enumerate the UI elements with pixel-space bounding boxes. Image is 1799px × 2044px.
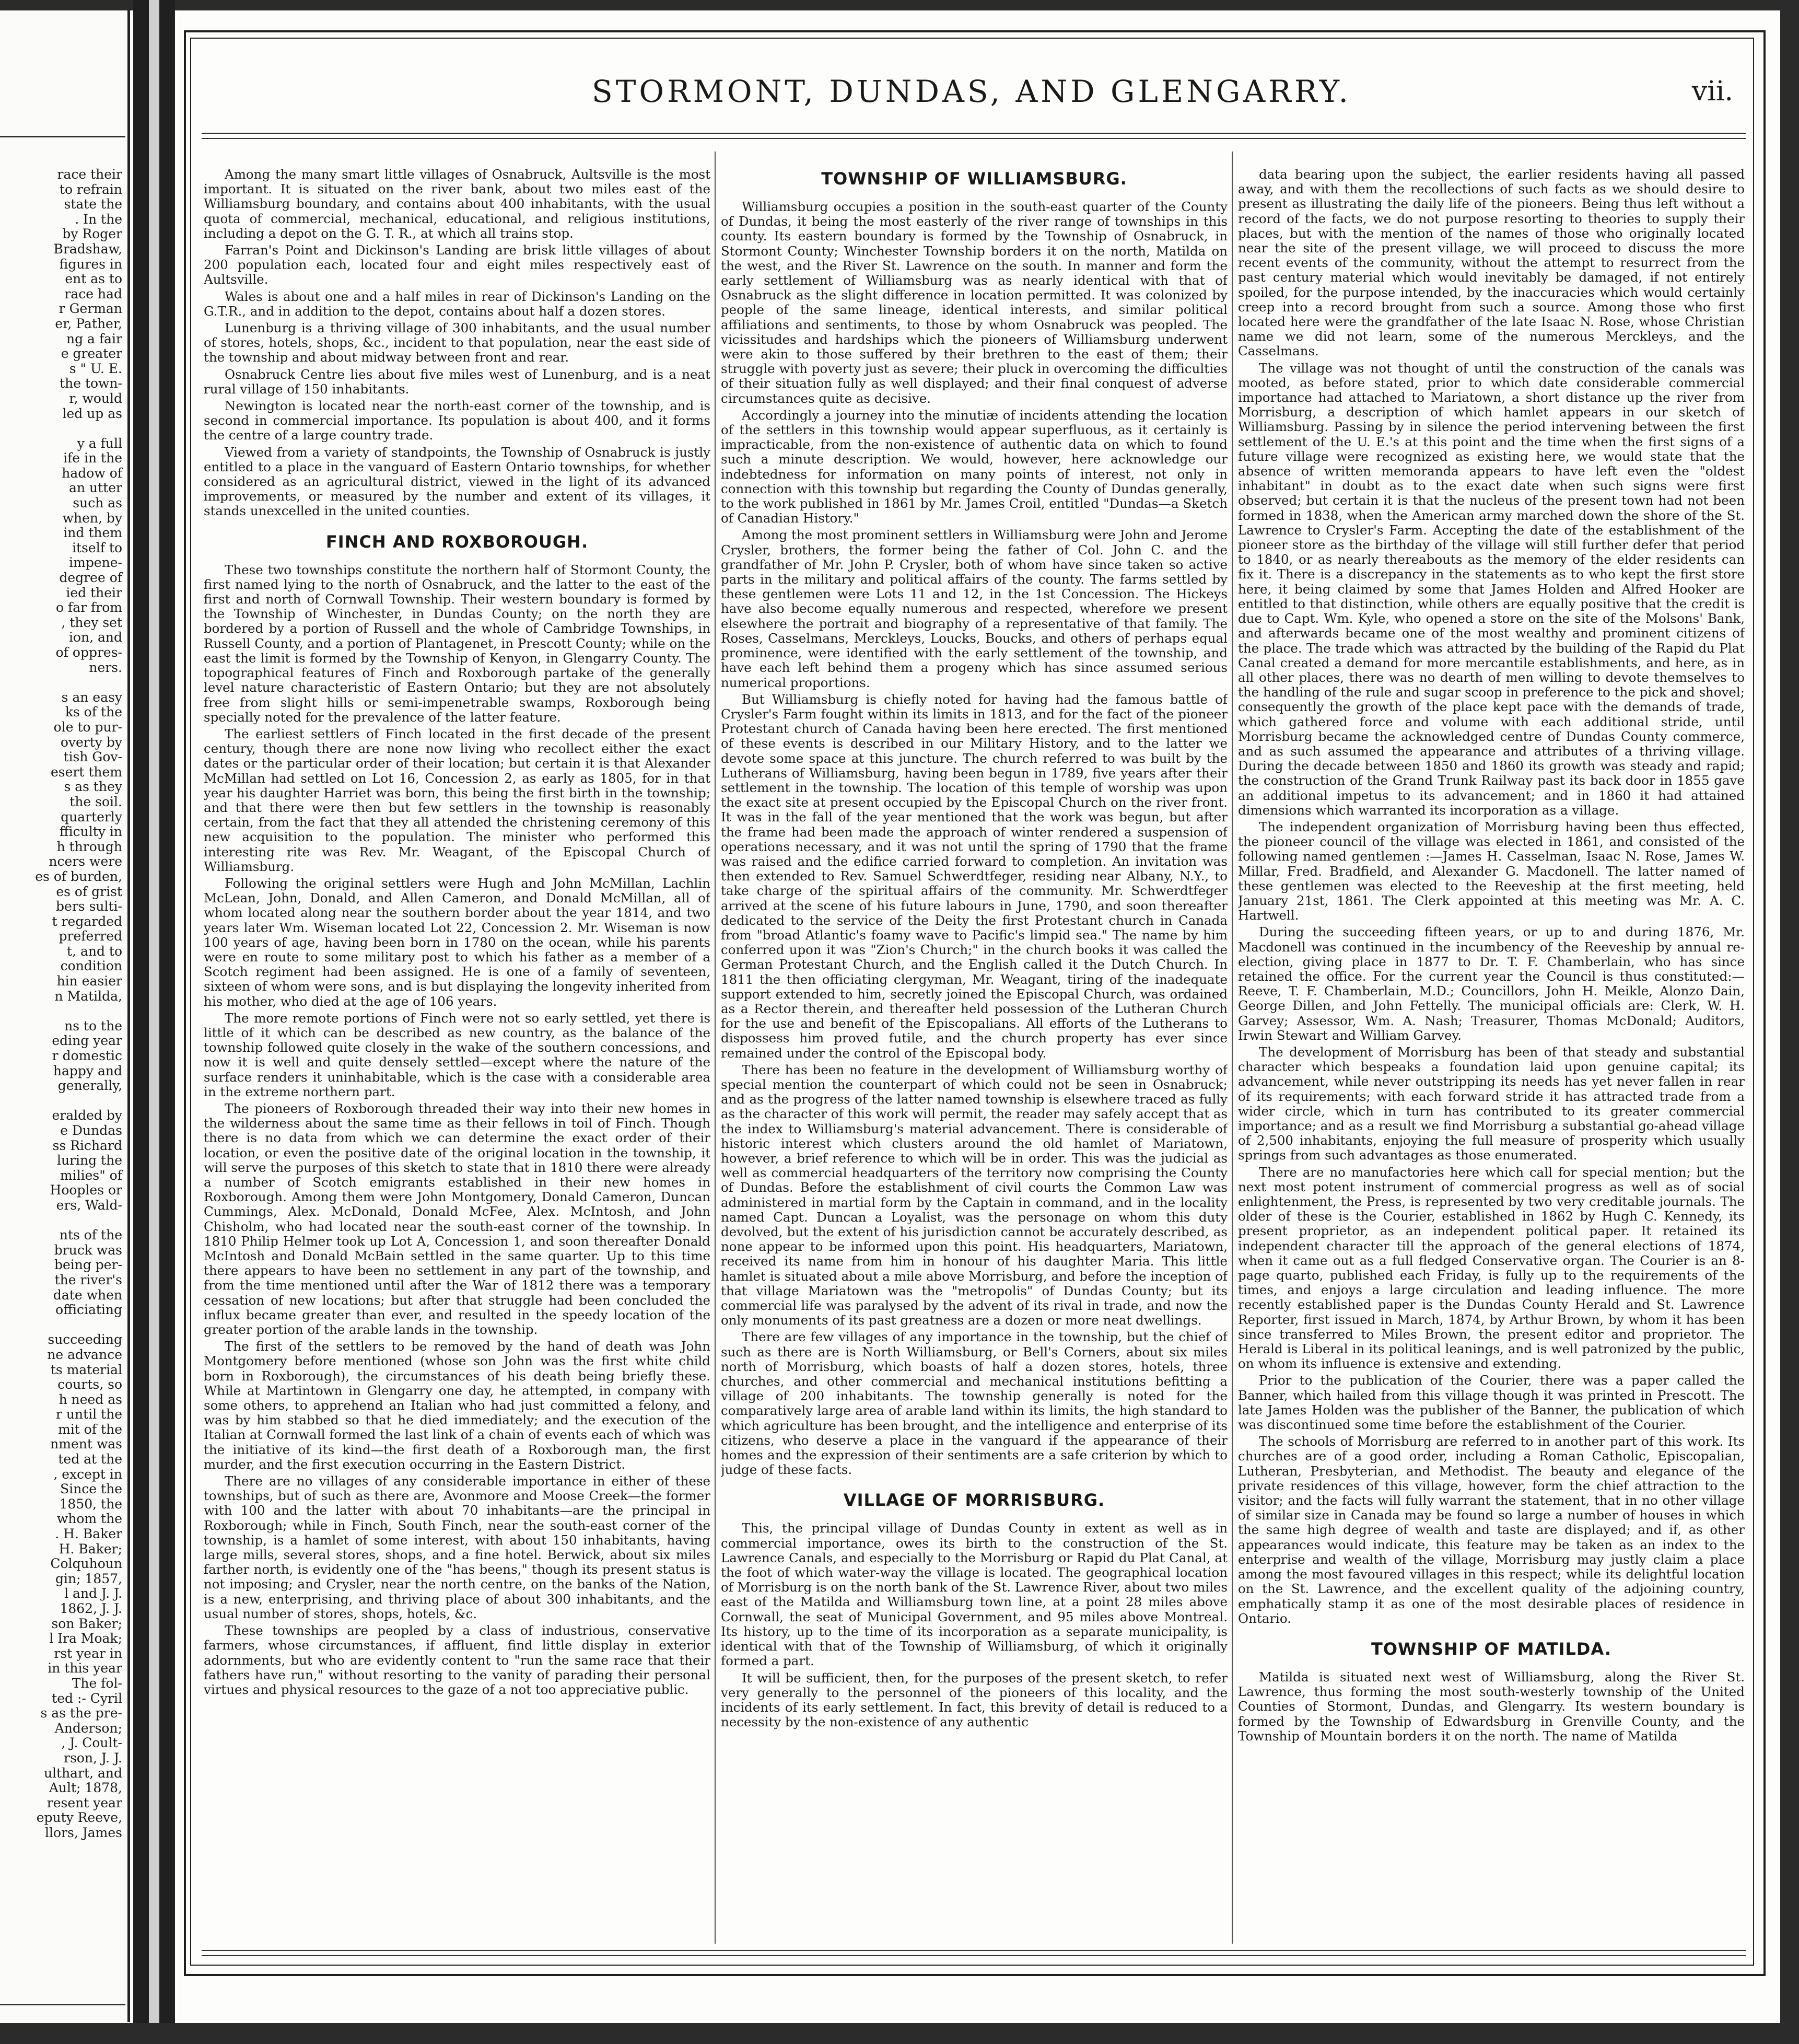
previous-page-line: nment was (50, 1436, 122, 1452)
paragraph: Viewed from a variety of standpoints, the Township of Osnabruck is justly entitled to a place in the vanguard of Eastern Ontario townships, for whether considered as an agricultural district, viewed in the light of its advanced improvements, or measured by the number and extent of its villages, it stands unexcelled in the united counties. (204, 444, 710, 519)
previous-page-line: degree of (59, 570, 122, 586)
previous-page-fragment (0, 10, 132, 2022)
paragraph: These two townships constitute the northern half of Stormont County, the first named lying to the north of Osnabruck, and the latter to the east of the first and north of Cornwall Township. Their western boundary is formed by the Township of Winchester, in Dundas County; on the north they are bordered by a portion of Russell and the whole of Cambridge Townships, in Russell County, and a portion of Plantagenet, in Prescott County; while on the east the limit is formed by the Township of Kenyon, in Glengarry County. The topographical features of Finch and Roxborough partake of the generally level nature characteristic of Eastern Ontario; but they are not absolutely free from slight hills or semi-impenetrable swamps, Roxborough being specially noted for the prevalence of the latter feature. (204, 562, 710, 725)
page (178, 10, 1780, 2022)
previous-page-line: race had (64, 286, 122, 301)
scan-border-top (0, 0, 1799, 10)
previous-page-line: 1850, the (59, 1496, 122, 1512)
previous-page-line: ent as to (65, 271, 122, 287)
previous-page-line: , except in (53, 1466, 122, 1482)
previous-page-line: The fol- (72, 1675, 122, 1691)
previous-page-line: ncers were (49, 854, 122, 869)
paragraph: During the succeeding fifteen years, or up to and during 1876, Mr. Macdonell was continued in the incumbency of the Reeveship by annual re-election, giving place in 1877 to Dr. T. F. Chamberlain, who has since retained the office. For the current year the Council is thus constituted:—Reeve, T. F. Chamberlain, M.D.; Councillors, John H. Meikle, Alonzo Dain, George Dillen, and John Fettelly. The municipal officials are: Clerk, W. H. Garvey; Assessor, Wm. A. Nash; Treasurer, Thomas McDonald; Auditors, Irwin Stewart and William Garvey. (1238, 924, 1745, 1043)
previous-page-line: bers sulti- (56, 899, 122, 914)
previous-page-line: h through (56, 839, 122, 854)
previous-page-line: e Dundas (60, 1123, 122, 1138)
previous-page-line: ts material (50, 1362, 122, 1377)
column-divider (1232, 152, 1233, 1944)
paragraph: There are few villages of any importance in the township, but the chief of such as there are is North Williamsburg, or Bell's Corners, about six miles north of Morrisburg, which boasts of half a dozen stores, hotels, three churches, and other commercial and mechanical institutions befitting a village of 200 inhabitants. The township generally is noted for the comparatively large area of arable land within its limits, the high standard to which agriculture has been brought, and the intelligence and enterprise of its citizens, who deserve a place in the vanguard if the appearance of their homes and the expression of their sentiments are a safe criterion by which to judge of these facts. (721, 1329, 1228, 1478)
previous-page-line: being per- (54, 1257, 122, 1273)
previous-page-line: , they set (61, 614, 122, 630)
previous-page-line: eputy Reeve, (36, 1810, 122, 1826)
paragraph: Wales is about one and a half miles in rear of Dickinson's Landing on the G.T.R., and in addition to the depot, contains about half a dozen stores. (204, 288, 710, 319)
previous-page-line: hin easier (56, 973, 122, 989)
previous-page-line: in this year (48, 1660, 122, 1676)
previous-page-line: ied their (66, 585, 122, 600)
previous-page-line: h need as (59, 1391, 122, 1407)
previous-page-line: . In the (75, 211, 122, 227)
paragraph: Osnabruck Centre lies about five miles west of Lunenburg, and is a neat rural village of 150 inhabitants. (204, 366, 710, 397)
paragraph: The more remote portions of Finch were not so early settled, yet there is little of it which can be described as new country, as the balance of the township followed quite closely in the wake of the southern concessions, and now it is well and quite densely settled—except where the nature of the surface renders it uninhabitable, which is the case with a considerable area in the extreme northern part. (204, 1010, 710, 1099)
previous-page-line: H. Baker; (59, 1541, 122, 1557)
running-head (198, 63, 1745, 120)
previous-page-line: es of burden, (35, 868, 122, 884)
previous-page-line: gin; 1857, (55, 1571, 122, 1586)
paragraph: The schools of Morrisburg are referred to in another part of this work. Its churches are of a good order, including a Roman Catholic, Episcopalian, Lutheran, Presbyterian, and Methodist. The beauty and elegance of the private residences of this village, however, form the chief attraction to the visitor; and the facts will fully warrant the statement, that in no other village of similar size in Canada may be found so large a number of houses in which the same high degree of wealth and taste are displayed; and if, as other appearances would indicate, this feature may be taken as an index to the enterprise and wealth of the village, Morrisburg may justly claim a place among the most favoured villages in this respect; while its delightful location on the St. Lawrence, and the excellent quality of the adjoining country, emphatically stamp it as one of the most desirable places of residence in Ontario. (1238, 1434, 1745, 1626)
previous-page-line: of oppres- (55, 645, 122, 660)
previous-page-line: courts, so (57, 1377, 122, 1392)
section-heading: TOWNSHIP OF MATILDA. (1371, 1639, 1611, 1659)
head-rule (202, 133, 1746, 134)
previous-page-line: l and J. J. (64, 1586, 122, 1601)
previous-page-line: s an easy (61, 689, 122, 705)
previous-page-line: , J. Coult- (61, 1735, 122, 1751)
previous-page-line (2, 1094, 122, 1109)
paragraph: Among the most prominent settlers in Williamsburg were John and Jerome Crysler, brothers, the former being the father of Col. John C. and the grandfather of Mr. John P. Crysler, both of whom have since taken so active parts in the military and political affairs of the county. The farms settled by these gentlemen were Lots 11 and 12, in the 1st Concession. The Hickeys have also become equally numerous and respected, wherefore we present elsewhere the portrait and biography of a representative of that family. The Roses, Casselmans, Merckleys, Loucks, Boucks, and others of perhaps equal prominence, were identified with the early settlement of the township, and have each left behind them a progeny which has since assumed serious numerical proportions. (721, 527, 1228, 690)
previous-page-line: condition (60, 958, 122, 974)
previous-page-line (2, 1004, 122, 1019)
previous-page-line: to refrain (60, 181, 122, 197)
previous-page-line: succeeding (48, 1332, 122, 1348)
paragraph: There are no villages of any considerable importance in either of these townships, but of such as there are, Avonmore and Moose Creek—the former with 100 and the latter with about 70 inhabitants—are the principal in Roxborough; while in Finch, South Finch, near the south-east corner of the township, is a hamlet of some interest, with about 150 inhabitants, having large mills, several stores, shops, and a fine hotel. Berwick, about six miles farther north, is evidently one of the "has beens," though its present status is not imposing; and Crysler, near the north centre, on the banks of the Nation, is a new, enterprising, and thriving place of about 300 inhabitants, and the usual number of stores, shops, hotels, &c. (204, 1473, 710, 1621)
previous-page-line: n Matilda, (54, 988, 122, 1004)
paragraph: data bearing upon the subject, the earlier residents having all passed away, and with them the recollections of such facts as we should desire to present as illustrating the daily life of the pioneers. Being thus left without a record of the facts, we do not purpose resorting to theories to supply their places, but with the mention of the names of those who originally located near the site of the present village, we will proceed to discuss the more recent events of the community, without the attempt to resurrect from the past century material which would inevitably be damaged, if not entirely spoiled, for the purpose intended, by the inaccuracies which would certainly creep into a record brought from such a source. Among those who first located here were the grandfather of the late Isaac N. Rose, whose Christian name we did not learn, some of the numerous Merckleys, and the Casselmans. (1238, 167, 1745, 359)
previous-page-line: quarterly (61, 809, 122, 824)
previous-page-line: preferred (59, 928, 122, 944)
text-column-2 (721, 167, 1228, 1938)
previous-page-line: eralded by (52, 1108, 122, 1123)
paragraph: The pioneers of Roxborough threaded their way into their new homes in the wilderness about the same time as their fellows in toil of Finch. Though there is no data from which we can determine the exact order of their location, or even the positive date of the original location in the township, it will serve the purposes of this sketch to state that in 1810 there were already a number of Scotch emigrants established in their new homes in Roxborough. Among them were John Montgomery, Donald Cameron, Duncan Cummings, Alex. McDonald, Donald McFee, Alex. McIntosh, and John Chisholm, who had located near the south-east corner of the township. In 1810 Philip Helmer took up Lot A, Concession 1, and soon thereafter Donald McIntosh and Donald McBain settled in the same quarter. Up to this time there appears to have been no settlement in any part of the township, and from the time mentioned until after the War of 1812 there was a temporary cessation of new locations; but after that struggle had been concluded the influx became greater than ever, and resulted in the speedy location of the greater portion of the arable lands in the township. (204, 1100, 710, 1338)
previous-page-line: hadow of (62, 465, 122, 481)
previous-page-line: ng a fair (66, 331, 122, 346)
previous-page-line: ss Richard (52, 1137, 122, 1153)
paragraph: Following the original settlers were Hugh and John McMillan, Lachlin McLean, John, Donald, and Allen Cameron, and Donald McMillan, all of whom located along near the southern border about the year 1814, and two years later Wm. Wiseman located Lot 22, Concession 2. Mr. Wiseman is now 100 years of age, having been born in 1780 on the ocean, while his parents were en route to some military post to which his father as a member of a Scotch regiment had been assigned. He is one of a family of seventeen, sixteen of whom were sons, and is but displaying the longevity inherited from his mother, who died at the age of 106 years. (204, 875, 710, 1009)
previous-page-line: . H. Baker (55, 1526, 122, 1542)
previous-page-line: the river's (54, 1272, 122, 1287)
previous-page-line: ted :- Cyril (52, 1690, 122, 1706)
previous-page-line: ind them (63, 525, 122, 541)
previous-page-line: Since the (60, 1481, 122, 1497)
previous-page-line: bruck was (54, 1242, 122, 1258)
paragraph: There are no manufactories here which call for special mention; but the next most potent instrument of commercial progress as well as of social enlightenment, the Press, is represented by two very creditable journals. The older of these is the Courier, established in 1862 by Hugh C. Kennedy, its present proprietor, as an independent political paper. It retained its independent character till the approach of the general elections of 1874, when it came out as a full fledged Conservative organ. The Courier is an 8-page quarto, published each Friday, is fully up to the requirements of the times, and enjoys a large circulation and leading influence. The more recently established paper is the Dundas County Herald and St. Lawrence Reporter, first issued in March, 1874, by Arthur Brown, by whom it has been since transferred to Miles Brown, the present editor and proprietor. The Herald is Liberal in its political leanings, and is well patronized by the public, on whom its influence is extensive and extending. (1238, 1164, 1745, 1372)
previous-page-line: Anderson; (54, 1720, 122, 1736)
previous-page-line: rson, J. J. (64, 1750, 122, 1766)
paragraph: Among the many smart little villages of Osnabruck, Aultsville is the most important. It is situated on the river bank, about two miles east of the Williamsburg boundary, and contains about 400 inhabitants, with the usual quota of commercial, mechanical, educational, and religious institutions, including a depot on the G. T. R., at which all trains stop. (204, 167, 710, 241)
head-rule (202, 138, 1746, 139)
previous-page-line: ife in the (63, 450, 122, 466)
previous-page-line: ulthart, and (43, 1765, 122, 1781)
paragraph: Newington is located near the north-east corner of the township, and is second in commercial importance. Its population is about 400, and it forms the centre of a large country trade. (204, 398, 710, 443)
previous-page-line: date when (53, 1287, 122, 1303)
previous-page-head-rule (0, 136, 125, 137)
paragraph: The first of the settlers to be removed by the hand of death was John Montgomery before mentioned (whose son John was the first white child born in Roxborough), the circumstances of his death being briefly these. While at Martintown in Glengarry one day, he attempted, in company with some others, to apprehend an Italian who had just committed a felony, and was by him stabbed so that he died immediately; and the execution of the Italian at Cornwall formed the last link of a chain of events each of which was the initiative of its kind—the first death of a Roxborough man, the first murder, and the first execution occurring in the Eastern District. (204, 1339, 710, 1472)
previous-page-line: milies" of (60, 1167, 122, 1183)
previous-page-line: o far from (55, 600, 122, 615)
foot-rule (202, 1950, 1746, 1951)
previous-page-line: fficulty in (59, 824, 122, 840)
previous-page-line: ners. (89, 659, 122, 675)
previous-page-line: luring the (56, 1153, 122, 1168)
previous-page-line: t regarded (52, 913, 122, 929)
scan-border-right (1780, 0, 1799, 2044)
text-column-3 (1238, 167, 1745, 1938)
previous-page-line: the town- (60, 376, 122, 391)
previous-page-line: Hooples or (50, 1182, 122, 1198)
previous-page-line: r, would (69, 390, 122, 406)
previous-page-line: ion, and (68, 630, 122, 645)
previous-page-line: ns to the (64, 1018, 122, 1033)
previous-page-line: rst year in (54, 1645, 122, 1661)
column-divider (715, 152, 716, 1944)
previous-page-line: Colquhoun (50, 1556, 122, 1572)
paragraph: Prior to the publication of the Courier, there was a paper called the Banner, which hailed from this village though it was printed in Prescott. The late James Holden was the publisher of the Banner, the publication of which was discontinued some time before the establishment of the Courier. (1238, 1373, 1745, 1433)
previous-page-line: by Roger (62, 226, 122, 242)
previous-page-line: r until the (55, 1407, 122, 1422)
paragraph: The independent organization of Morrisburg having been thus effected, the pioneer council of the village was elected in 1861, and consisted of the following named gentlemen :—James H. Casselman, Isaac N. Rose, James W. Millar, Fred. Bradfield, and Alexander G. Macdonell. The latter named of these gentlemen was elected to the Reeveship at the first meeting, held January 21st, 1861. The Clerk appointed at this meeting was Mr. A. C. Hartwell. (1238, 819, 1745, 923)
previous-page-frame-line (127, 10, 130, 2022)
previous-page-line: ks of the (65, 704, 122, 720)
paragraph: Farran's Point and Dickinson's Landing are brisk little villages of about 200 population each, located four and eight miles respectively east of Aultsville. (204, 242, 710, 287)
previous-page-foot-rule (0, 2004, 125, 2005)
previous-page-line: tish Gov- (63, 749, 122, 765)
previous-page-line: nts of the (59, 1227, 122, 1243)
previous-page-line: Ault; 1878, (49, 1780, 122, 1796)
previous-page-line: state the (64, 196, 122, 212)
previous-page-line: r German (59, 301, 122, 317)
previous-page-line: happy and (53, 1063, 122, 1078)
previous-page-line: generally, (57, 1078, 122, 1094)
previous-page-line: esert them (50, 764, 122, 780)
paragraph: The village was not thought of until the construction of the canals was mooted, as before stated, prior to which date considerable commercial importance had attached to Mariatown, a short distance up the river from Morrisburg, a description of which hamlet appears in our sketch of Williamsburg. Passing by in silence the period intervening between the first settlement of the U. E.'s at this point and the time when the first signs of a future village were recognized as existing here, we would state that the absence of written memoranda appears to have left even the "oldest inhabitant" in doubt as to the exact date when such signs were first observed; but certain it is that the nucleus of the present town had not been formed in 1838, when the American army marched down the shore of the St. Lawrence to Crysler's Farm. Accepting the date of the establishment of the pioneer store as the birthday of the village will still further defer that period to 1840, or as nearly thereabouts as the memory of the elder residents can fix it. There is a discrepancy in the statements as to who kept the first store here, it being claimed by some that James Holden and Alfred Hooker are entitled to that distinction, while others are equally positive that the credit is due to Capt. Wm. Kyle, who opened a store on the site of the Molsons' Bank, and afterwards became one of the most wealthy and prominent citizens of the place. The trade which was attracted by the building of the Rapid du Plat Canal created a demand for more mercantile establishments, and here, as in all other places, there was no dearth of men willing to devote themselves to the handling of the rule and sugar scoop in preference to the pick and shovel; consequently the growth of the place kept pace with the demands of trade, which gathered force and volume with each additional stride, until Morrisburg became the acknowledged centre of Dundas County commerce, and as such assumed the appearance and attributes of a thriving village. During the decade between 1850 and 1860 its growth was steady and rapid; the construction of the Grand Trunk Railway past its back door in 1855 gave an additional impetus to its advancement; and in 1860 it had attained dimensions which warranted its incorporation as a village. (1238, 360, 1745, 818)
previous-page-line (2, 1318, 122, 1333)
previous-page-line: figures in (59, 256, 122, 272)
previous-page-text-column (2, 167, 122, 1841)
previous-page-line: son Baker; (51, 1616, 122, 1631)
page-number: vii. (1691, 76, 1733, 107)
previous-page-line: Bradshaw, (53, 241, 122, 257)
previous-page-line: an utter (69, 480, 122, 496)
paragraph: These townships are peopled by a class of industrious, conservative farmers, whose circumstances, if affluent, find little display in exterior adornments, but who are evidently content to "run the same race that their fathers have run," without resorting to the vanity of parading their personal virtues and physical resources to the gaze of a not too appreciative public. (204, 1623, 710, 1697)
paragraph: Accordingly a journey into the minutiæ of incidents attending the location of the settlers in this township would appear superfluous, as it certainly is impracticable, from the non-existence of authentic data on which to found such a minute description. We would, however, here acknowledge our indebtedness for information on many points of interest, not only in connection with this township but regarding the County of Dundas generally, to the work published in 1861 by Mr. James Croil, entitled "Dundas—a Sketch of Canadian History." (721, 407, 1228, 526)
section-heading: VILLAGE OF MORRISBURG. (843, 1490, 1105, 1511)
previous-page-line: the soil. (69, 794, 122, 809)
previous-page-line: when, by (62, 510, 122, 526)
section-heading: FINCH AND ROXBOROUGH. (325, 531, 589, 552)
previous-page-line: officiating (55, 1302, 122, 1318)
previous-page-line: es of grist (56, 884, 122, 899)
previous-page-line: eding year (52, 1033, 122, 1049)
previous-page-line: itself to (72, 540, 122, 555)
previous-page-line: impene- (69, 555, 122, 571)
paragraph: Matilda is situated next west of Williamsburg, along the River St. Lawrence, thus forming the most south-westerly township of the United Counties of Stormont, Dundas, and Glengarry. Its western boundary is formed by the Township of Edwardsburg in Grenville County, and the Township of Mountain borders it on the north. The name of Matilda (1238, 1669, 1745, 1744)
previous-page-line (2, 421, 122, 436)
previous-page-line: mit of the (58, 1421, 122, 1437)
previous-page-line: overty by (60, 734, 122, 750)
previous-page-line: such as (73, 495, 122, 511)
previous-page-line (2, 675, 122, 690)
previous-page-line: r domestic (52, 1048, 122, 1064)
previous-page-line: llors, James (45, 1825, 122, 1840)
book-gutter-highlight (149, 0, 159, 2044)
text-column-1 (204, 167, 710, 1938)
running-title: STORMONT, DUNDAS, AND GLENGARRY. (592, 74, 1351, 109)
paragraph: The earliest settlers of Finch located in the first decade of the present century, though there are none now living who recollect either the exact dates or the particular order of their location; but certain it is that Alexander McMillan had settled on Lot 16, Concession 2, as early as 1805, for in that year his daughter Harriet was born, this being the first birth in the township; and that there were then but few settlers in the township is reasonably certain, from the fact that they all attended the christening ceremony of this new acquisition to the population. The minister who performed this interesting rite was Rev. Mr. Weagant, of the Episcopal Church of Williamsburg. (204, 726, 710, 874)
previous-page-line: resent year (46, 1795, 122, 1810)
previous-page-line: led up as (62, 405, 122, 421)
previous-page-line: ted at the (58, 1451, 122, 1467)
previous-page-line: s as the pre- (40, 1705, 122, 1721)
paragraph: It will be sufficient, then, for the purposes of the present sketch, to refer very generally to the personnel of the pioneers of this locality, and the incidents of its early settlement. In fact, this brevity of detail is reduced to a necessity by the non-existence of any authentic (721, 1670, 1228, 1730)
previous-page-line: s " U. E. (69, 361, 122, 376)
previous-page-line: whom the (56, 1511, 122, 1527)
previous-page-line: ne advance (47, 1346, 122, 1362)
section-heading: TOWNSHIP OF WILLIAMSBURG. (821, 169, 1127, 189)
previous-page-line: ole to pur- (53, 719, 122, 735)
previous-page-line: e greater (61, 346, 122, 362)
previous-page-line: t, and to (67, 943, 122, 959)
paragraph: The development of Morrisburg has been of that steady and substantial character which bespeaks a foundation laid upon genuine capital; its advancement, while never outstripping its needs has yet never fallen in rear of its requirements; with each forward stride it has attracted trade from a wider circle, which in turn has contributed to its greater commercial importance; and as a result we find Morrisburg a substantial go-ahead village of 2,500 inhabitants, enjoying the full measure of prosperity which usually springs from such advantages as those enumerated. (1238, 1044, 1745, 1163)
previous-page-line: s as they (64, 779, 122, 795)
foot-rule (202, 1955, 1746, 1956)
previous-page-line: l Ira Moak; (49, 1631, 122, 1646)
previous-page-line: y a full (77, 435, 122, 451)
previous-page-line: 1862, J. J. (60, 1601, 122, 1616)
previous-page-line: er, Pather, (55, 316, 122, 331)
paragraph: Lunenburg is a thriving village of 300 inhabitants, and the usual number of stores, hotels, shops, &c., incident to that population, near the east side of the township and about midway between front and rear. (204, 320, 710, 365)
paragraph: This, the principal village of Dundas County in extent as well as in commercial importance, owes its birth to the construction of the St. Lawrence Canals, and especially to the Morrisburg or Rapid du Plat Canal, at the foot of which water-way the village is located. The geographical location of Morrisburg is on the north bank of the St. Lawrence River, about two miles east of the Matilda and Williamsburg town line, at a point 28 miles above Cornwall, the seat of Municipal Government, and 95 miles above Montreal. Its history, up to the time of its incorporation as a separate municipality, is identical with that of the Township of Williamsburg, of which it originally formed a part. (721, 1520, 1228, 1669)
paragraph: But Williamsburg is chiefly noted for having had the famous battle of Crysler's Farm fought within its limits in 1813, and for the fact of the pioneer Protestant church of Canada having been here erected. The first mentioned of these events is described in our Military History, and to the latter we devote some space at this juncture. The church referred to was built by the Lutherans of Williamsburg, having been begun in 1789, five years after their settlement in the township. The location of this temple of worship was upon the exact site at present occupied by the Episcopal Church on the river front. It was in the fall of the year mentioned that the work was begun, but after the frame had been made the approach of winter rendered a suspension of operations necessary, and it was not until the spring of 1790 that the frame was raised and the edifice carried forward to completion. An invitation was then extended to Rev. Samuel Schwerdtfeger, residing near Albany, N.Y., to take charge of the spiritual affairs of the community. Mr. Schwerdtfeger arrived at the scene of his future labours in June, 1790, and soon thereafter dedicated to the service of the Deity the first Protestant church in Canada from "broad Atlantic's foamy wave to Pacific's limpid sea." The name by him conferred upon it was "Zion's Church;" in the church books it was called the German Protestant Church, and the English called it the Dutch Church. In 1811 the then officiating clergyman, Mr. Weagant, tiring of the inadequate support extended to him, secretly joined the Episcopal Church, was ordained as a Rector therein, and thereafter held possession of the Lutheran Church for the use and benefit of the Episcopalians. All efforts of the Lutherans to dispossess him proved futile, and the church property has ever since remained under the control of the Episcopal body. (721, 691, 1228, 1061)
previous-page-line: race their (57, 167, 122, 182)
previous-page-line (2, 1213, 122, 1228)
scan-border-bottom (0, 2023, 1799, 2044)
previous-page-line: ers, Wald- (56, 1197, 122, 1213)
paragraph: There has been no feature in the development of Williamsburg worthy of special mention the counterpart of which could not be seen in Osnabruck; and as the progress of the latter named township is elsewhere traced as fully as the character of this work will permit, the reader may safely accept that as the index to Williamsburg's material advancement. There is considerable of historic interest which clusters around the old hamlet of Mariatown, however, a brief reference to which will be in order. This was the judicial as well as commercial headquarters of the territory now comprising the County of Dundas. Before the establishment of civil courts the Common Law was administered in martial form by the Captain in command, and in the locality named Capt. Duncan a Loyalist, was the personage on whom this duty devolved, but the extent of his jurisdiction cannot be accurately described, as none appear to be informed upon this point. His headquarters, Mariatown, received its name from him in honour of his daughter Maria. This little hamlet is situated about a mile above Morrisburg, and before the inception of that village Mariatown was the "metropolis" of Dundas County; but its commercial life was paralysed by the advent of its rival in trade, and now the only monuments of its past greatness are a dozen or more neat dwellings. (721, 1062, 1228, 1328)
paragraph: Williamsburg occupies a position in the south-east quarter of the County of Dundas, it being the most easterly of the river range of townships in this county. Its eastern boundary is formed by the Township of Osnabruck, in Stormont County; Winchester Township borders it on the north, Matilda on the west, and the River St. Lawrence on the south. In manner and form the early settlement of Williamsburg was as nearly identical with that of Osnabruck as the slight difference in location permitted. It was colonized by people of the same lineage, identical interests, and similar political affiliations and sentiments, to those by whom Osnabruck was peopled. The vicissitudes and hardships which the pioneers of Williamsburg underwent were akin to those suffered by their brethren to the east of them; their struggle with poverty just as severe; their pluck in overcoming the difficulties of their situation fully as well displayed; and their final conquest of adverse circumstances quite as decisive. (721, 199, 1228, 406)
